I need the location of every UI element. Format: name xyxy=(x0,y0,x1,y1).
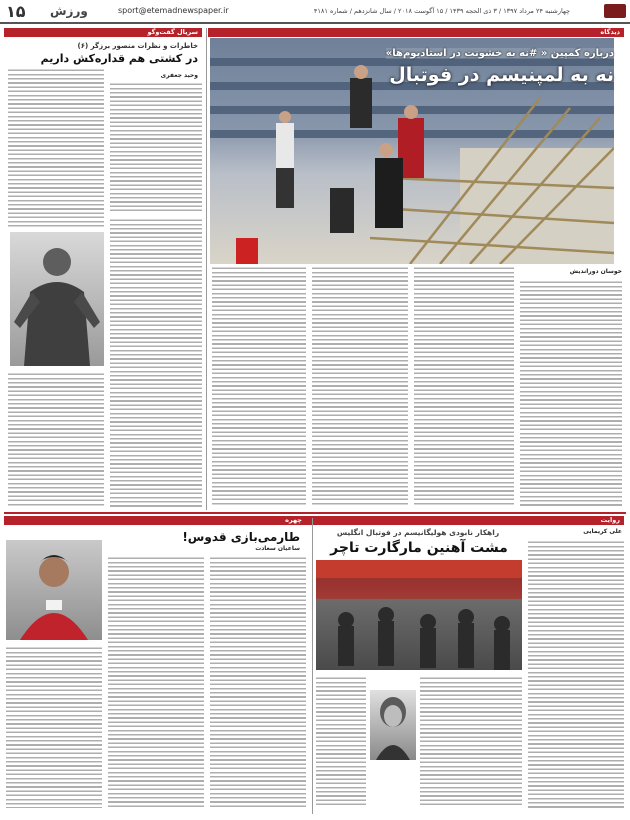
story-section-label: روایت xyxy=(224,516,624,525)
thatcher-photo xyxy=(370,690,416,760)
section-title: ورزش xyxy=(50,4,88,18)
newspaper-logo xyxy=(604,4,626,18)
section-email[interactable]: sport@etemadnewspaper.ir xyxy=(118,6,229,15)
story-headline: مشت آهنین مارگارت تاچر xyxy=(330,540,508,556)
profile-body-column-2 xyxy=(108,556,204,808)
footballer-photo xyxy=(6,540,102,640)
lead-body-column-1 xyxy=(520,280,622,506)
story-body-column-3 xyxy=(316,676,366,808)
column-divider xyxy=(206,28,207,510)
lead-body-column-4 xyxy=(212,266,306,506)
profile-body-column-1 xyxy=(210,556,306,808)
story-body-column-2 xyxy=(420,676,522,808)
lead-kicker: درباره کمپین « #نه به خشونت در استادیوم‌ها» xyxy=(385,48,614,59)
side-body-column-1 xyxy=(110,82,202,212)
bottom-column-divider xyxy=(312,518,313,814)
side-kicker: خاطرات و نظرات منصور برزگر (۶) xyxy=(77,42,198,50)
lead-body-column-2 xyxy=(414,266,514,506)
page-number: ۱۵ xyxy=(6,2,26,21)
profile-author: ساعیان سعادت xyxy=(255,545,300,552)
hooligans-photo xyxy=(316,560,522,670)
lead-author: خوسان دوراندیش xyxy=(569,268,622,275)
side-body-column-3 xyxy=(110,218,202,508)
story-kicker: راهکار نابودی هولیگانیسم در فوتبال انگلیس xyxy=(336,528,500,537)
lead-headline: نه به لمپنیسم در فوتبال xyxy=(389,64,614,86)
profile-headline: طارمی‌بازی قدوس! xyxy=(182,530,300,544)
story-author: علی کریمایی xyxy=(583,528,622,535)
side-body-column-2 xyxy=(8,68,104,228)
issue-date: چهارشنبه ۲۴ مرداد ۱۳۹۷ / ۳ ذی الحجه ۱۴۳۹ / ۱۵ آگوست ۲۰۱۸ / سال شانزدهم / شماره ۴۱۸۱ xyxy=(313,7,570,15)
story-body-column-1 xyxy=(528,540,624,808)
lead-section-label: دیدگاه xyxy=(208,28,624,37)
profile-body-column-3 xyxy=(6,646,102,808)
side-body-column-4 xyxy=(8,372,104,508)
side-author: وحید جعفری xyxy=(160,72,198,79)
side-section-label: سریال گفت‌وگو xyxy=(4,28,202,37)
profile-section-label: چهره xyxy=(4,516,306,525)
lead-body-column-3 xyxy=(312,266,408,506)
half-page-divider xyxy=(4,512,626,514)
wrestler-photo xyxy=(10,232,104,366)
page-header xyxy=(0,0,630,24)
side-headline: در کشتی هم قداره‌کش داریم xyxy=(40,52,198,65)
